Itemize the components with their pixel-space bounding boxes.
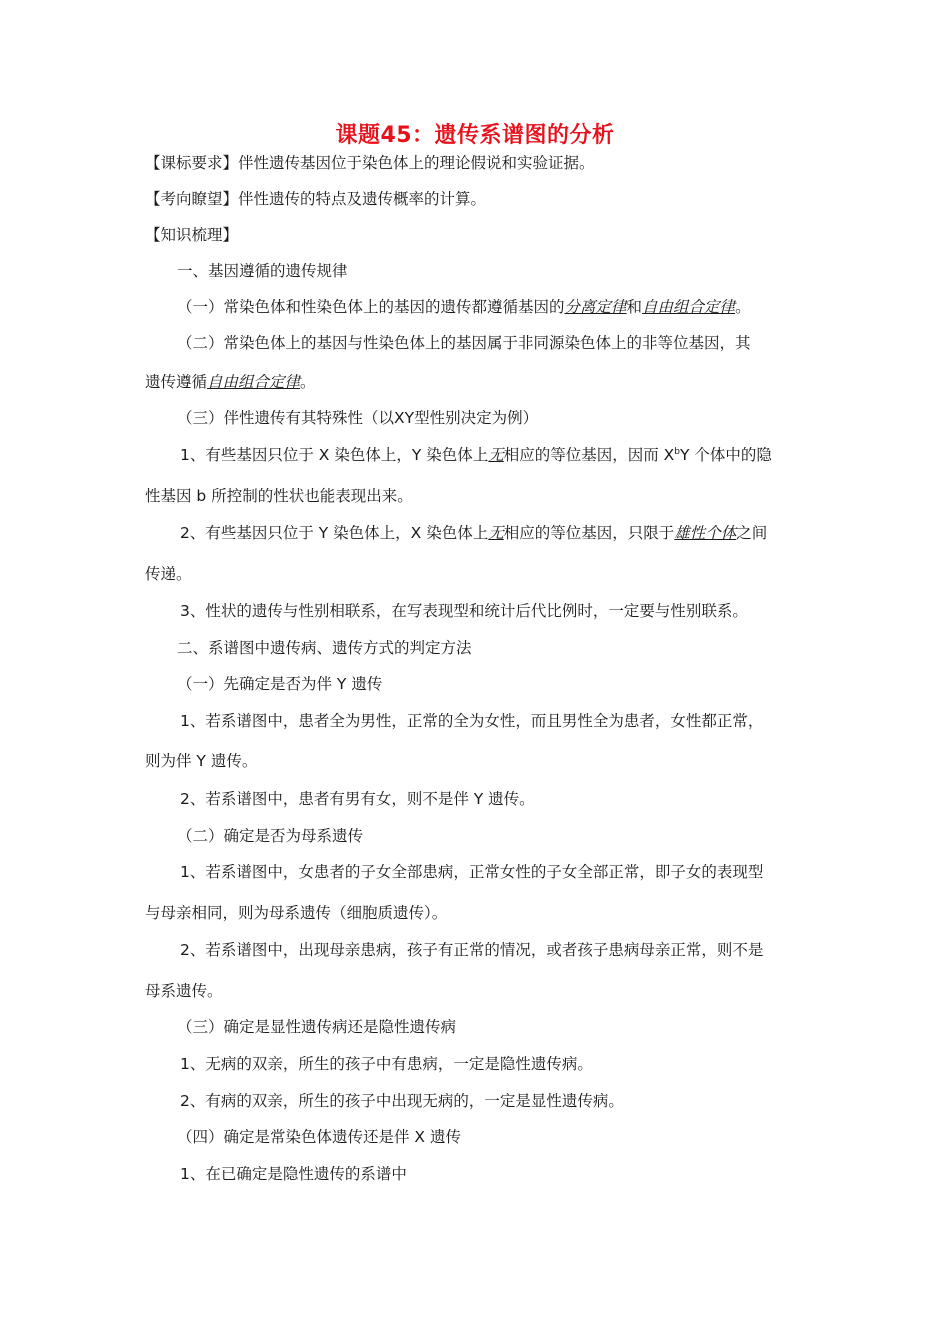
text: 相应的等位基因，只限于 — [503, 524, 675, 542]
text: Y 个体中的隐 — [680, 446, 772, 464]
text: 相应的等位基因，因而 X — [503, 446, 675, 464]
text: （一）常染色体和性染色体上的基因的遗传都遵循基因的 — [177, 298, 565, 316]
curriculum-requirement — [145, 152, 595, 174]
curriculum-tag: 【课标要求】 — [145, 154, 239, 172]
answer-blank: 无 — [488, 446, 504, 464]
answer-blank: 自由组合定律 — [642, 298, 736, 316]
subsection-c-item-2: 2、有病的双亲，所生的孩子中出现无病的，一定是显性遗传病。 — [180, 1092, 624, 1110]
subsection-b-item-2-line1: 2、若系谱图中，出现母亲患病，孩子有正常的情况，或者孩子患病母亲正常，则不是 — [180, 941, 764, 959]
subsection-b-heading: （二）确定是否为母系遗传 — [177, 827, 364, 845]
paragraph-1-2-line1: （二）常染色体上的基因与性染色体上的基因属于非同源染色体上的非等位基因，其 — [177, 334, 751, 352]
exam-outlook — [145, 188, 486, 210]
exam-outlook-tag: 【考向瞭望】 — [145, 190, 239, 208]
text: 之间 — [736, 524, 768, 542]
section-1-heading: 一、基因遵循的遗传规律 — [177, 262, 348, 280]
subsection-d-heading: （四）确定是常染色体遗传还是伴 X 遗传 — [177, 1128, 461, 1146]
paragraph-1-2-line2 — [145, 371, 316, 393]
paragraph-1-1 — [177, 296, 751, 318]
text: 和 — [626, 298, 643, 316]
exam-outlook-text: 伴性遗传的特点及遗传概率的计算。 — [238, 190, 487, 208]
subsection-b-item-1-line1: 1、若系谱图中，女患者的子女全部患病，正常女性的子女全部正常，即子女的表现型 — [180, 863, 764, 881]
paragraph-1-3: （三）伴性遗传有其特殊性（以XY型性别决定为例） — [177, 409, 539, 427]
answer-blank: 雄性个体 — [674, 524, 737, 542]
text: 1、有些基因只位于 X 染色体上，Y 染色体上 — [180, 446, 489, 464]
page-title: 课题45：遗传系谱图的分析 — [335, 123, 615, 148]
text: 。 — [735, 298, 751, 316]
curriculum-text: 伴性遗传基因位于染色体上的理论假说和实验证据。 — [238, 154, 595, 172]
text: 遗传遵循 — [145, 373, 208, 391]
subsection-c-heading: （三）确定是显性遗传病还是隐性遗传病 — [177, 1018, 457, 1036]
subsection-b-item-2-line2: 母系遗传。 — [145, 982, 223, 1000]
subsection-b-item-1-line2: 与母亲相同，则为母系遗传（细胞质遗传）。 — [145, 904, 448, 922]
item-2-line1 — [180, 522, 767, 544]
item-1-line1 — [180, 444, 772, 466]
text: 。 — [300, 373, 316, 391]
subsection-a-item-1-line2: 则为伴 Y 遗传。 — [145, 752, 258, 770]
superscript: b — [674, 446, 681, 457]
answer-blank: 分离定律 — [564, 298, 627, 316]
answer-blank: 自由组合定律 — [207, 373, 301, 391]
subsection-a-item-1-line1: 1、若系谱图中，患者全为男性，正常的全为女性，而且男性全为患者，女性都正常， — [180, 712, 764, 730]
answer-blank: 无 — [488, 524, 504, 542]
text: 2、有些基因只位于 Y 染色体上，X 染色体上 — [180, 524, 489, 542]
subsection-a-item-2: 2、若系谱图中，患者有男有女，则不是伴 Y 遗传。 — [180, 790, 535, 808]
item-2-line2: 传递。 — [145, 565, 192, 583]
subsection-a-heading: （一）先确定是否为伴 Y 遗传 — [177, 675, 383, 693]
item-1-line2: 性基因 b 所控制的性状也能表现出来。 — [145, 487, 413, 505]
subsection-c-item-1: 1、无病的双亲，所生的孩子中有患病，一定是隐性遗传病。 — [180, 1055, 593, 1073]
section-2-heading: 二、系谱图中遗传病、遗传方式的判定方法 — [177, 639, 472, 657]
knowledge-heading: 【知识梳理】 — [145, 226, 239, 244]
item-3: 3、性状的遗传与性别相联系，在写表现型和统计后代比例时，一定要与性别联系。 — [180, 602, 748, 620]
subsection-d-item-1: 1、在已确定是隐性遗传的系谱中 — [180, 1165, 407, 1183]
